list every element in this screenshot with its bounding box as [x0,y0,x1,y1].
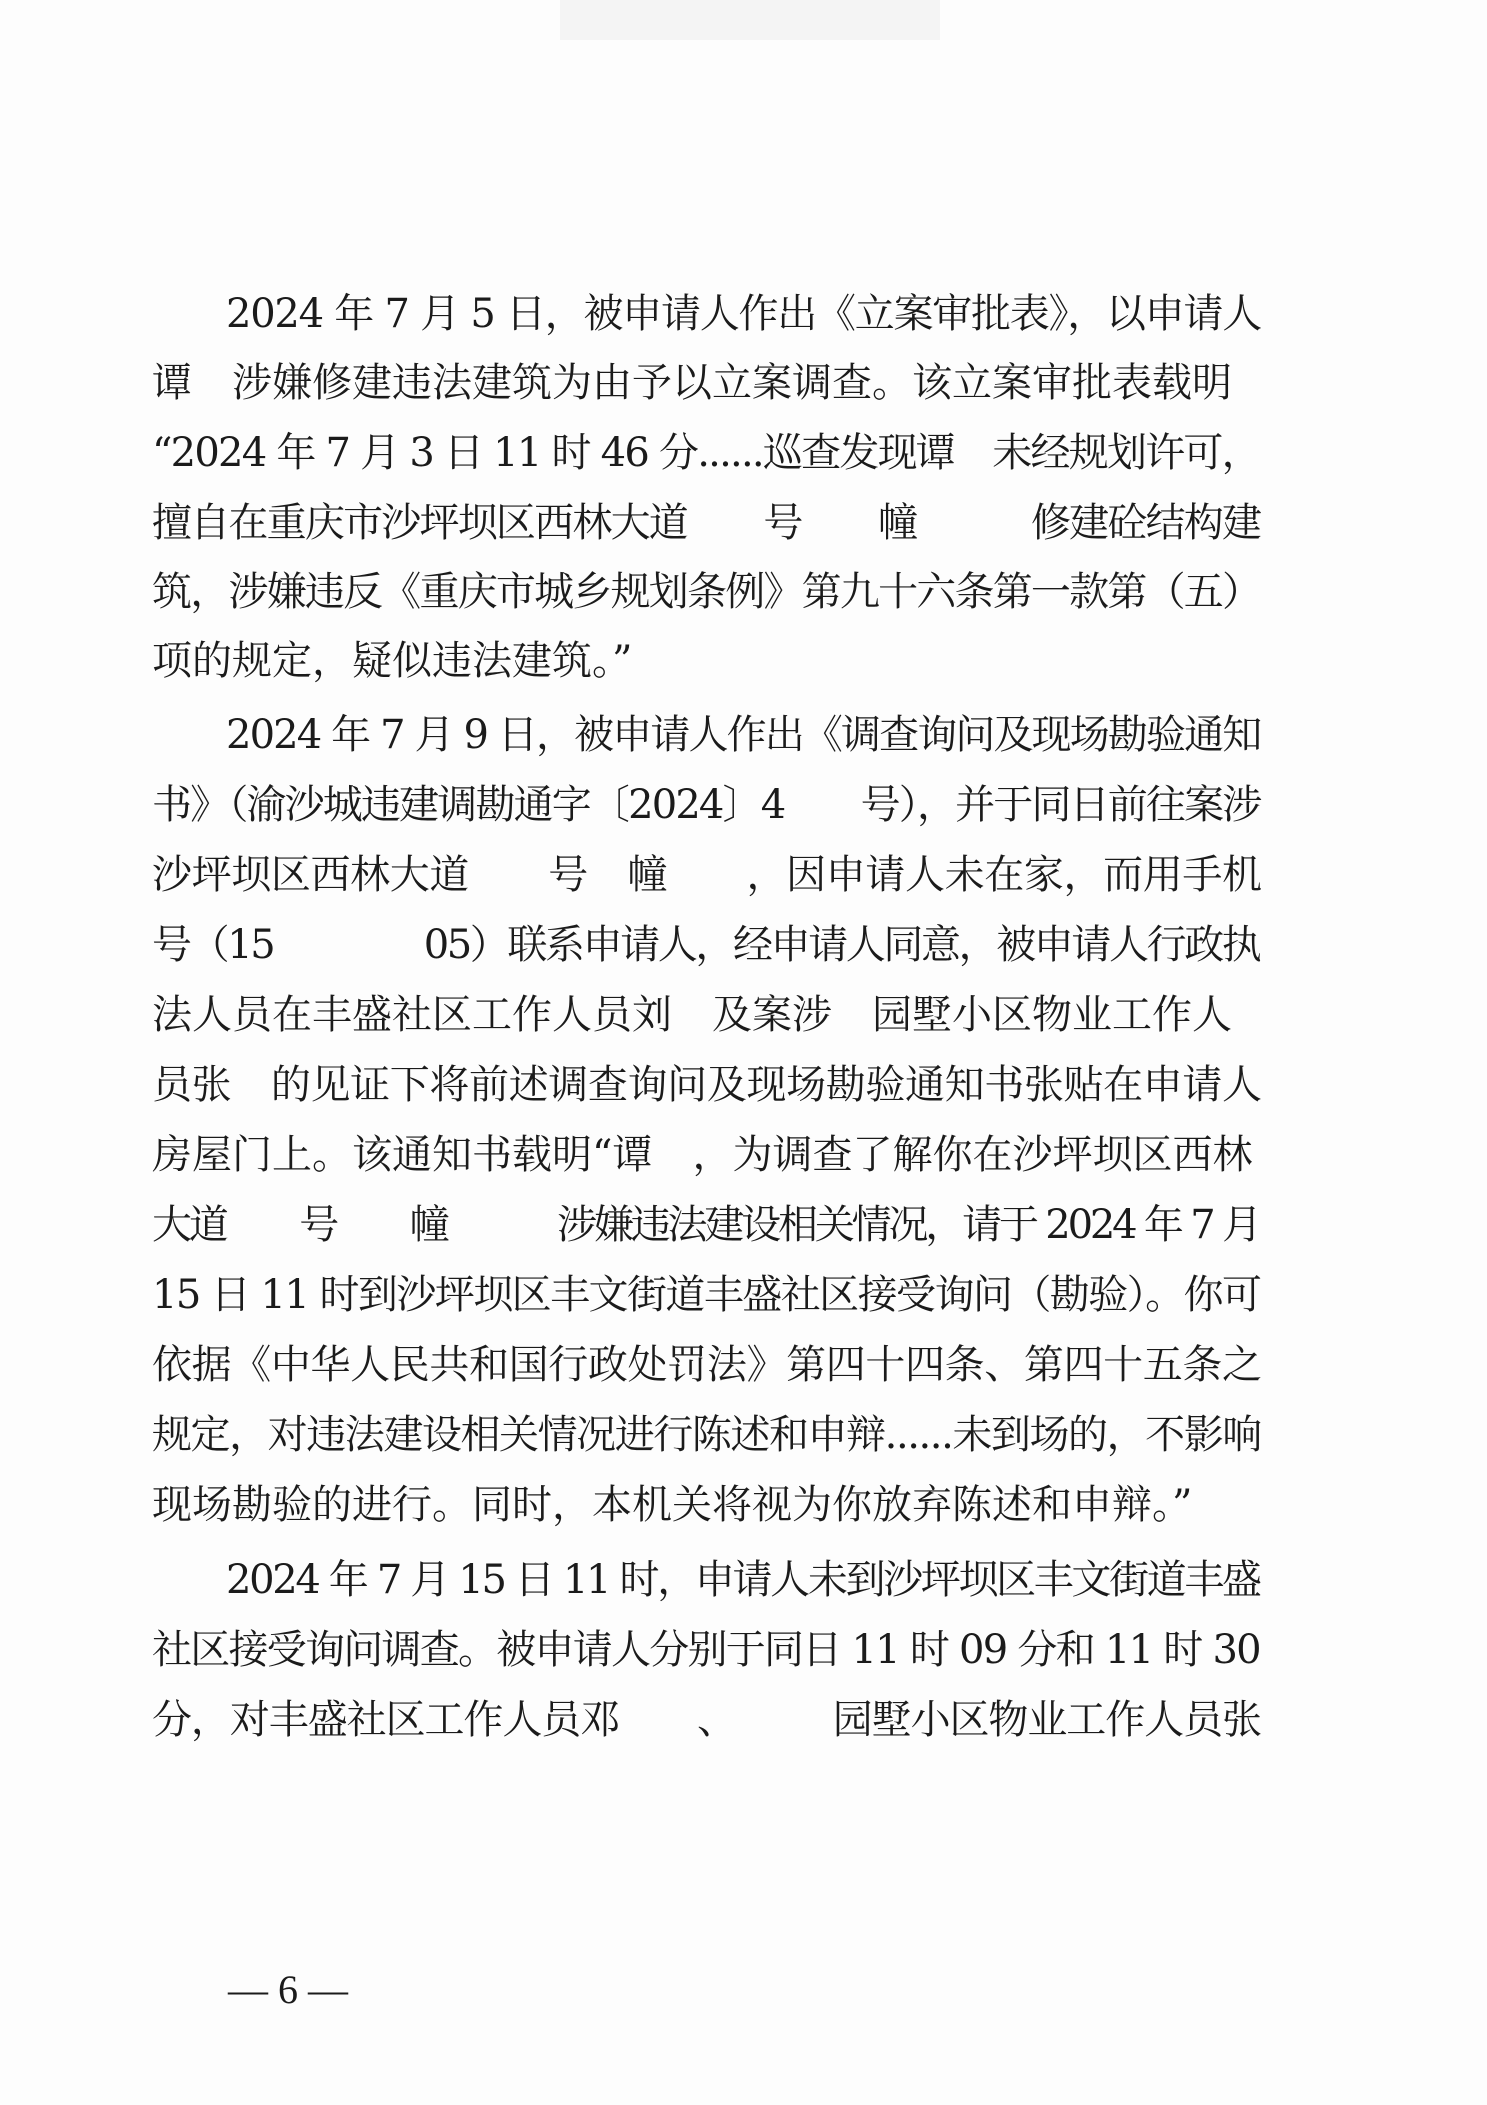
text-line-18: 现场勘验的进行。同时，本机关将视为你放弃陈述和申辩。” [152,1482,1193,1528]
text-line-16: 依据《中华人民共和国行政处罚法》第四十四条、第四十五条之 [152,1342,1262,1388]
text-line-3: “2024 年 7 月 3 日 11 时 46 分......巡查发现谭 未经规划许可， [152,430,1260,476]
text-line-7: 2024 年 7 月 9 日，被申请人作出《调查询问及现场勘验通知 [226,712,1261,758]
text-line-1: 2024 年 7 月 5 日，被申请人作出《立案审批表》，以申请人 [226,291,1262,337]
scan-artifact [560,0,940,40]
text-line-2: 谭 涉嫌修建违法建筑为由予以立案调查。该立案审批表载明 [152,360,1232,406]
text-line-10: 号（15 05）联系申请人，经申请人同意，被申请人行政执 [152,922,1260,968]
text-line-11: 法人员在丰盛社区工作人员刘 及案涉 园墅小区物业工作人 [152,992,1232,1038]
text-line-4: 擅自在重庆市沙坪坝区西林大道 号 幢 修建砼结构建 [152,500,1261,546]
page-number: — 6 — [228,1967,348,2012]
text-line-17: 规定，对违法建设相关情况进行陈述和申辩......未到场的，不影响 [152,1412,1261,1458]
text-line-13: 房屋门上。该通知书载明“谭 ，为调查了解你在沙坪坝区西林 [152,1132,1253,1178]
text-line-14: 大道 号 幢 涉嫌违法建设相关情况，请于 2024 年 7 月 [152,1202,1259,1248]
text-line-15: 15 日 11 时到沙坪坝区丰文街道丰盛社区接受询问（勘验）。你可 [152,1272,1261,1318]
text-line-21: 分，对丰盛社区工作人员邓 、 园墅小区物业工作人员张 [152,1697,1261,1743]
text-line-19: 2024 年 7 月 15 日 11 时，申请人未到沙坪坝区丰文街道丰盛 [226,1557,1260,1603]
text-line-20: 社区接受询问调查。被申请人分别于同日 11 时 09 分和 11 时 30 [152,1627,1260,1673]
text-line-12: 员张 的见证下将前述调查询问及现场勘验通知书张贴在申请人 [152,1062,1262,1108]
text-line-9: 沙坪坝区西林大道 号 幢 ，因申请人未在家，而用手机 [152,852,1262,898]
text-line-5: 筑，涉嫌违反《重庆市城乡规划条例》第九十六条第一款第（五） [152,569,1261,615]
text-line-8: 书》（渝沙城违建调勘通字〔2024〕4 号），并于同日前往案涉 [152,782,1261,828]
text-line-6: 项的规定，疑似违法建筑。” [152,638,633,684]
